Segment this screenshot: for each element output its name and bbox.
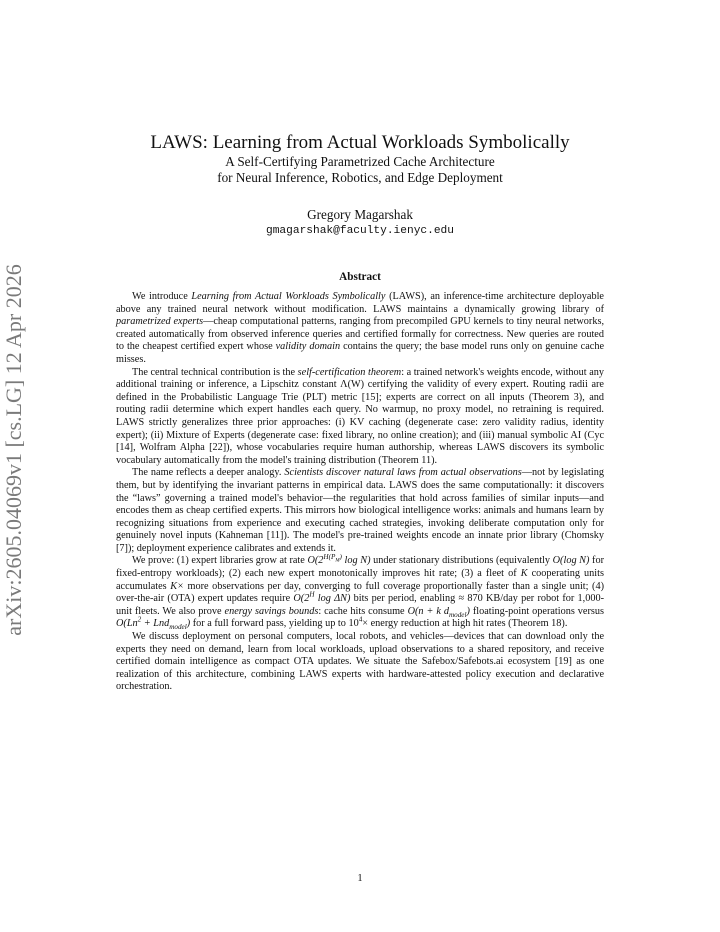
- abstract-body: [116, 291, 604, 694]
- abstract-paragraph-5: We discuss deployment on personal computers, local robots, and vehicles—devices that can download only the experts they need on demand, learn from local workloads, upload observations to a shared repository, and receive certified domain intelligence as compact OTA updates. We situate the Safebox/Safebots.ai ecosystem [19] as one realization of this architecture, combining LAWS experts with hardware-attested policy execution and declarative orchestration.: [116, 631, 604, 693]
- paper-title: LAWS: Learning from Actual Workloads Symbolically: [150, 132, 570, 153]
- abstract-paragraph-4: We prove: (1) expert libraries grow at rate $O(2^{H(P_M)}$ log N) under stationary distributions (equivalently O(log N) for fixed-entropy workloads); (2) each new expert monotonically improves hit rate; (3) a fleet of K cooperating units accumulates K× more observations per day, converging to full coverage proportionally faster than a single unit; (4) over-the-air (OTA) expert updates require $O(2^H$ log ΔN) bits per period, enabling ≈ 870 KB/day per robot for 1,000-unit fleets. We also prove energy savings bounds: cache hits consume O(n + k $d_{model}$) floating-point operations versus $O(Ln^2 + Lnd_{model})$ for a full forward pass, yielding up to $10^4\times$ energy reduction at high hit rates (Theorem 18).: [116, 553, 605, 632]
- abstract-paragraph-2: The central technical contribution is the self-certification theorem: a trained network's weights encode, without any additional training or inference, a Lipschitz constant Λ(W) certifying the validity of every expert. Routing radii are defined in the Probabilistic Language Trie (PLT) metric [15]; experts are correct on all inputs (Theorem 3), and routing radii determine which expert handles each query. No warmup, no proxy model, no retraining is required. LAWS strictly generalizes three prior approaches: (i) KV caching (degenerate case: zero validity radius, identity expert); (ii) Mixture of Experts (degenerate case: fixed library, no online creation); and (iii) manual symbolic AI (Cyc [14], Wolfram Alpha [22]), whose vocabularies require human authorship, whereas LAWS discovers its symbolic vocabulary automatically from the model's training distribution (Theorem 11).: [116, 366, 604, 466]
- author-block: [116, 206, 604, 240]
- author-name: Gregory Magarshak: [307, 207, 413, 222]
- abstract-heading: Abstract: [339, 271, 381, 283]
- arxiv-id-text: arXiv:2605.04069v1 [cs.LG] 12 Apr 2026: [1, 264, 26, 636]
- author-email: gmagarshak@faculty.ienyc.edu: [266, 225, 454, 237]
- title-block: [116, 132, 604, 186]
- paper-subtitle-line2: for Neural Inference, Robotics, and Edge Deployment: [217, 170, 503, 185]
- abstract-paragraph-1: We introduce Learning from Actual Workloads Symbolically (LAWS), an inference-time architecture deployable above any trained neural network without modification. LAWS maintains a dynamically growing library of parametrized experts—cheap computational patterns, ranging from precompiled GPU kernels to tiny neural networks, created automatically from observed inference queries and certified formally for correctness. New queries are routed to the cheapest certified expert whose validity domain contains the query; the base model runs only on genuine cache misses.: [116, 291, 605, 365]
- abstract-paragraph-3: The name reflects a deeper analogy. Scientists discover natural laws from actual observations—not by legislating them, but by identifying the invariant patterns in empirical data. LAWS does the same computationally: it discovers the “laws” governing a trained model's behavior—the regularities that hold across families of similar inputs—and encodes them as cheap certified experts. This mirrors how biological intelligence works: animals and humans learn by recognizing situations from experience and executing cached strategies, invoking deliberate computation only for genuinely novel inputs (Kahneman [11]). The model's pre-trained weights encode an innate prior library (Chomsky [7]); deployment experience calibrates and extends it.: [116, 467, 605, 554]
- page-number: 1: [357, 873, 363, 884]
- paper-subtitle-line1: A Self-Certifying Parametrized Cache Architecture: [225, 154, 495, 169]
